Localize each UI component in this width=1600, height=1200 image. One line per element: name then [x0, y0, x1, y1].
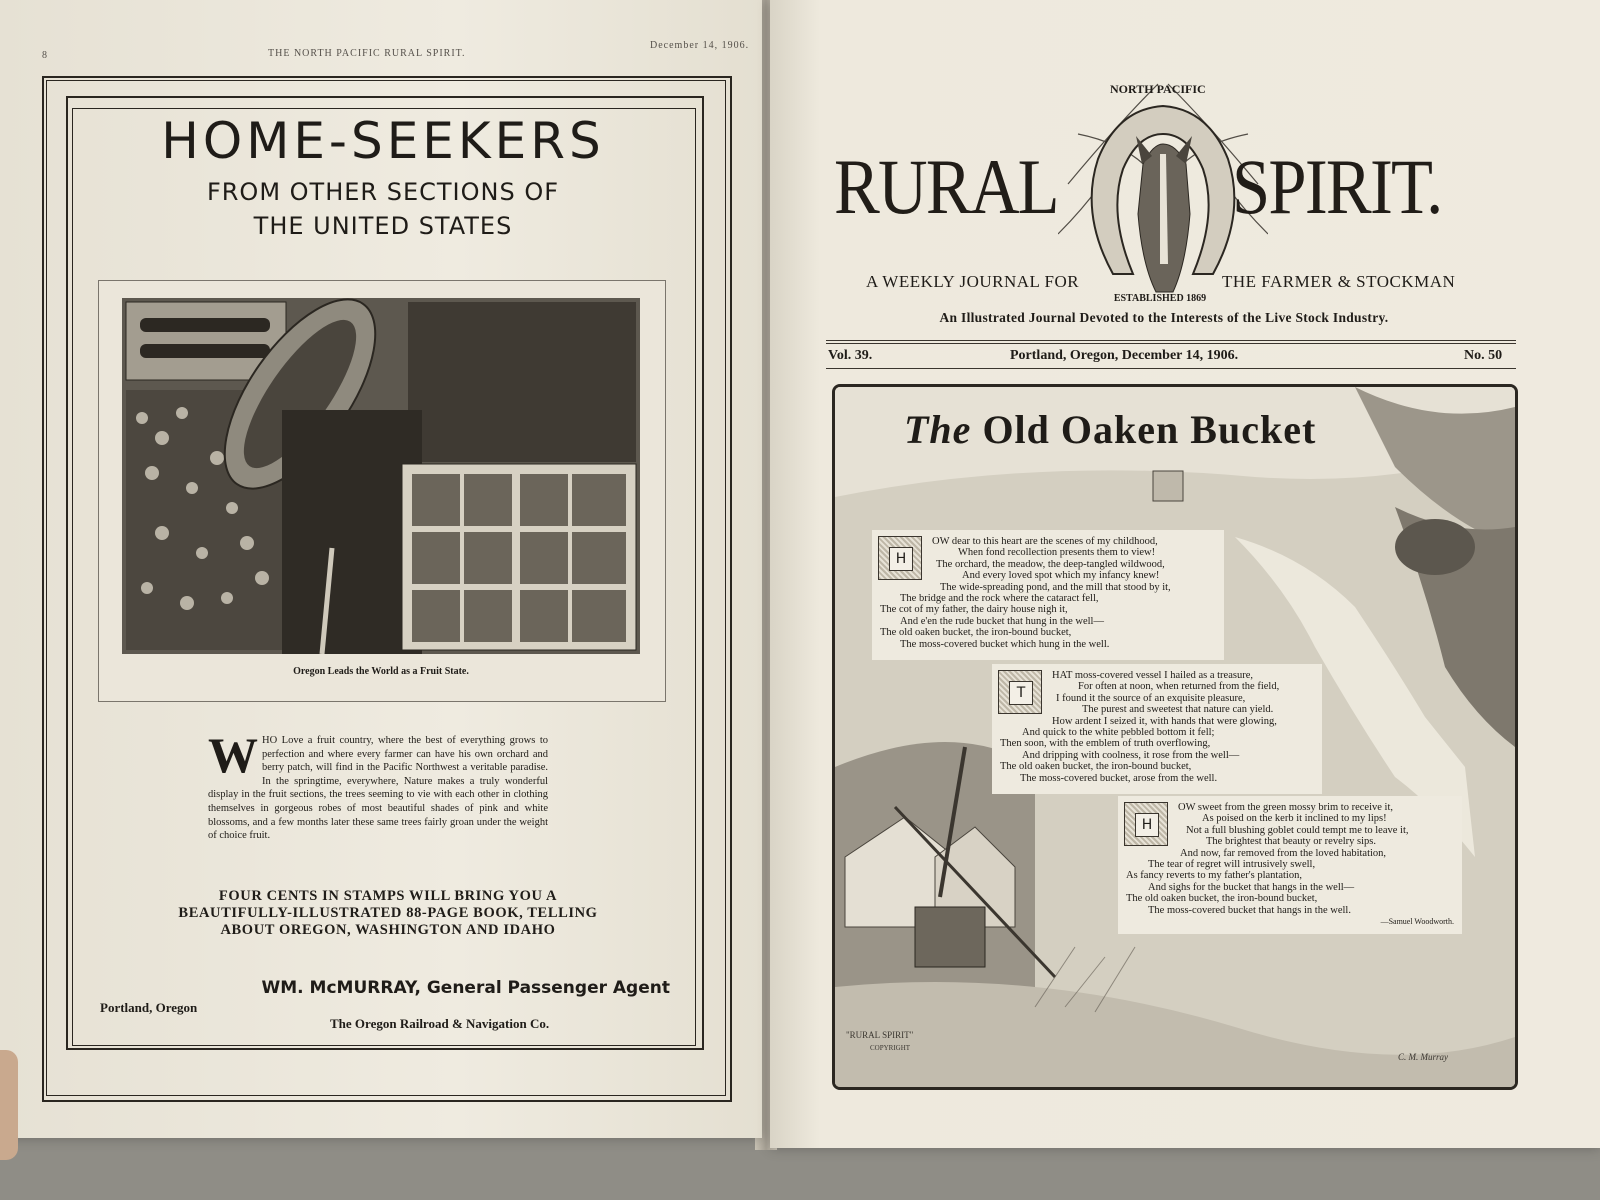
- masthead-spirit: SPIRIT.: [1232, 143, 1442, 230]
- poem-line: The moss-covered bucket which hung in the well.: [900, 638, 1110, 650]
- ad-drop-cap: W: [208, 727, 258, 783]
- emblem-top-text: NORTH PACIFIC: [1110, 82, 1206, 96]
- poem-line: The old oaken bucket, the iron-bound bucket,: [880, 627, 1072, 639]
- rule-bottom: [826, 368, 1516, 369]
- poem-line: And now, far removed from the loved habitation,: [1180, 847, 1387, 859]
- ad-body-text: [208, 727, 548, 843]
- ad-company: The Oregon Railroad & Navigation Co.: [330, 1016, 550, 1031]
- ad-subtitle-2: THE UNITED STATES: [253, 212, 513, 240]
- fruit-photo-collage: [122, 298, 640, 654]
- ad-subtitle-1: FROM OTHER SECTIONS OF: [206, 178, 560, 206]
- copyright-mark: "RURAL SPIRIT": [846, 1030, 914, 1040]
- poem-stanza-3: [1118, 796, 1462, 934]
- illustration-title: [904, 406, 1316, 453]
- issue-number: No. 50: [1464, 348, 1503, 363]
- stanza-1-drop-cap: H: [889, 547, 913, 571]
- ad-offer-line-1: FOUR CENTS IN STAMPS WILL BRING YOU A: [218, 888, 558, 904]
- poem-line: The tear of regret will intrusively swell,: [1148, 859, 1316, 871]
- poem-author: —Samuel Woodworth.: [1380, 917, 1454, 927]
- poem-line: The old oaken bucket, the iron-bound bucket,: [1126, 893, 1318, 905]
- poem-line: For often at noon, when returned from the field,: [1078, 681, 1280, 693]
- poem-line: The wide-spreading pond, and the mill that stood by it,: [940, 581, 1171, 593]
- poem-line: The moss-covered bucket, arose from the well.: [1020, 772, 1218, 784]
- ad-body-copy: HO Love a fruit country, where the best of everything grows to perfection and where every farmer can have his own orchard and berry patch, will find in the Pacific Northwest a veritable paradise. In the springtime, everywhere, Nature makes a truly wonderful display in the fruit sections, the trees seeming to vie with each other in clothing themselves in gorgeous robes of most beautiful shades of pink and white blossoms, and a few months later these same trees fairly groan under the weight of choice fruit.: [208, 735, 548, 842]
- issue-volume: Vol. 39.: [828, 348, 873, 363]
- poem-line: HAT moss-covered vessel I hailed as a treasure,: [1052, 670, 1253, 681]
- masthead-tagline-right: THE FARMER & STOCKMAN: [1222, 272, 1456, 291]
- reader-thumb: [0, 1050, 18, 1160]
- title-old-oaken-bucket: Old Oaken Bucket: [982, 407, 1317, 452]
- poem-line: The purest and sweetest that nature can yield.: [1082, 704, 1274, 716]
- poem-line: And e'en the rude bucket that hung in the well—: [900, 615, 1104, 627]
- poem-line: Not a full blushing goblet could tempt me to leave it,: [1186, 824, 1409, 836]
- running-head: THE NORTH PACIFIC RURAL SPIRIT.: [268, 48, 466, 59]
- fruit-collage-image: [122, 298, 640, 654]
- poem-line: As fancy reverts to my father's plantation,: [1126, 870, 1302, 882]
- poem-line: The moss-covered bucket that hangs in the well.: [1148, 904, 1351, 916]
- masthead-rural: RURAL: [834, 143, 1058, 230]
- stanza-3-drop-cap: H: [1135, 813, 1159, 837]
- ad-offer-line-2: BEAUTIFULLY-ILLUSTRATED 88-PAGE BOOK, TELLING: [178, 905, 598, 921]
- poem-line: The bridge and the rock where the cataract fell,: [900, 593, 1099, 605]
- poem-line: The orchard, the meadow, the deep-tangled wildwood,: [936, 558, 1165, 570]
- photo-caption: Oregon Leads the World as a Fruit State.: [293, 666, 469, 677]
- copyright-label: COPYRIGHT: [870, 1044, 911, 1052]
- issue-dateline: Portland, Oregon, December 14, 1906.: [1010, 348, 1239, 363]
- poem-line: I found it the source of an exquisite pleasure,: [1056, 692, 1246, 704]
- poem-line: As poised on the kerb it inclined to my lips!: [1202, 813, 1387, 825]
- ad-offer-line-3: ABOUT OREGON, WASHINGTON AND IDAHO: [220, 922, 556, 938]
- poem-line: OW dear to this heart are the scenes of my childhood,: [932, 536, 1158, 547]
- ad-offer: [118, 888, 658, 939]
- ad-agent: WM. McMURRAY, General Passenger Agent: [261, 978, 670, 998]
- poem-line: When fond recollection presents them to view!: [958, 547, 1156, 559]
- poem-line: And sighs for the bucket that hangs in the well—: [1148, 881, 1355, 893]
- masthead-established: ESTABLISHED 1869: [1113, 293, 1207, 304]
- rule-top: [826, 340, 1516, 341]
- poem-line: The brightest that beauty or revelry sips.: [1206, 836, 1376, 848]
- poem-line: The old oaken bucket, the iron-bound bucket,: [1000, 761, 1192, 773]
- poem-line: Then soon, with the emblem of truth overflowing,: [1000, 738, 1211, 750]
- poem-line: The cot of my father, the dairy house nigh it,: [880, 604, 1068, 616]
- stanza-2-drop-cap-box: [998, 670, 1042, 714]
- stanza-3-drop-cap-box: [1124, 802, 1168, 846]
- masthead-journal-line: An Illustrated Journal Devoted to the Interests of the Live Stock Industry.: [939, 310, 1389, 325]
- title-the: The: [904, 407, 972, 452]
- masthead-tagline-left: A WEEKLY JOURNAL FOR: [866, 272, 1080, 291]
- ad-city: Portland, Oregon: [100, 1000, 198, 1015]
- ad-title: HOME-SEEKERS: [161, 112, 605, 170]
- running-date: December 14, 1906.: [650, 40, 750, 51]
- page-number: 8: [42, 50, 48, 61]
- poem-line: And dripping with coolness, it rose from the well—: [1022, 749, 1240, 761]
- poem-stanza-2: [992, 664, 1322, 794]
- rule-top-2: [826, 343, 1516, 344]
- stanza-2-drop-cap: T: [1009, 681, 1033, 705]
- poem-line: How ardent I seized it, with hands that were glowing,: [1052, 715, 1277, 727]
- poem-stanza-1: [872, 530, 1224, 660]
- poem-line: And every loved spot which my infancy knew!: [962, 570, 1160, 582]
- artist-signature: C. M. Murray: [1398, 1052, 1448, 1062]
- poem-line: OW sweet from the green mossy brim to receive it,: [1178, 802, 1393, 813]
- poem-line: And quick to the white pebbled bottom it fell;: [1022, 727, 1215, 739]
- stanza-1-drop-cap-box: [878, 536, 922, 580]
